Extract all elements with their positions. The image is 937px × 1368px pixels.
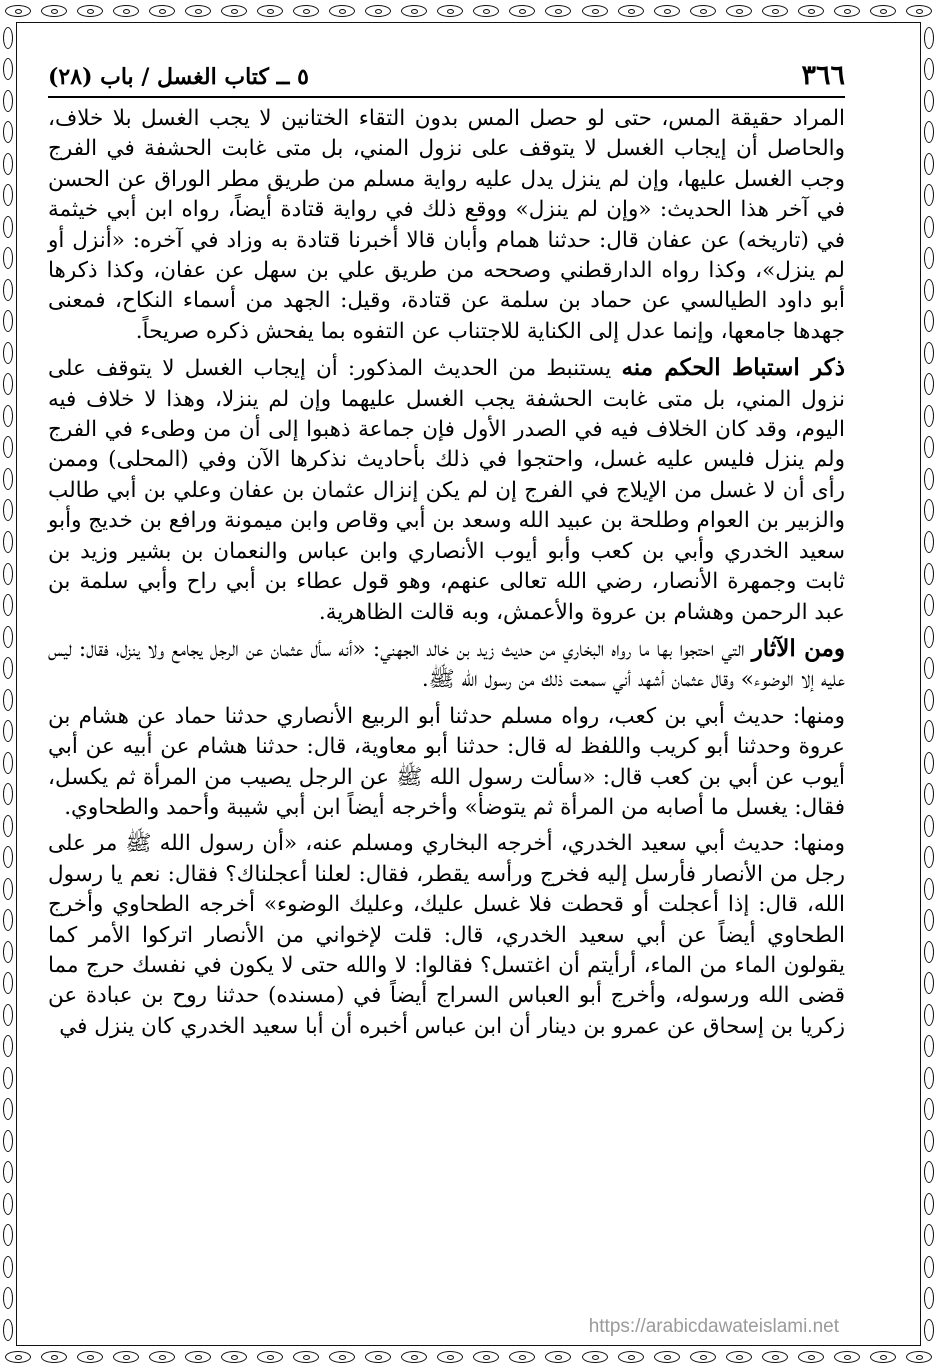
- chapter-title: ٥ ــ كتاب الغسل / باب (٢٨): [48, 64, 309, 90]
- border-ornament: [77, 1351, 103, 1363]
- paragraph: [48, 634, 845, 696]
- border-ornament: [924, 1130, 934, 1152]
- border-ornament: [690, 5, 716, 17]
- border-ornament: [924, 815, 934, 837]
- border-ornament: [3, 563, 13, 585]
- border-ornament: [257, 5, 283, 17]
- border-ornament: [924, 909, 934, 931]
- frame-line: [16, 22, 17, 1346]
- border-ornament: [924, 783, 934, 805]
- border-ornament: [437, 1351, 463, 1363]
- border-ornament: [3, 752, 13, 774]
- border-ornament: [924, 1224, 934, 1246]
- border-ornament: [924, 972, 934, 994]
- border-ornament: [3, 1161, 13, 1183]
- border-ornament: [924, 90, 934, 112]
- border-ornament: [401, 1351, 427, 1363]
- paragraph: [48, 104, 845, 347]
- border-ornament: [924, 342, 934, 364]
- border-ornament: [3, 436, 13, 458]
- top-ornamental-border: [0, 0, 937, 22]
- border-ornament: [3, 373, 13, 395]
- border-ornament: [924, 720, 934, 742]
- border-ornament: [762, 5, 788, 17]
- border-ornament: [582, 1351, 608, 1363]
- border-ornament: [924, 878, 934, 900]
- border-ornament: [870, 1351, 896, 1363]
- border-ornament: [870, 5, 896, 17]
- paragraph-text: ومنها: حديث أبي بن كعب، رواه مسلم حدثنا أبو الربيع الأنصاري حدثنا حماد عن هشام بن عروة وحدثنا أبو كريب واللفظ له قال: حدثنا أبو معاوية، قال: حدثنا هشام عن أبيه عن أبي أيوب عن أبي بن كعب قال: «سألت رسول الله ﷺ عن الرجل يصيب من المرأة ثم يكسل، فقال: يغسل ما أصابه من المرأة ثم يتوضأ» وأخرجه أيضاً ابن أبي شيبة وأحمد والطحاوي.: [48, 703, 845, 820]
- bottom-ornamental-border: [0, 1346, 937, 1368]
- border-ornament: [3, 689, 13, 711]
- border-ornament: [3, 1319, 13, 1341]
- border-ornament: [726, 5, 752, 17]
- border-ornament: [924, 247, 934, 269]
- border-ornament: [3, 657, 13, 679]
- border-ornament: [185, 5, 211, 17]
- border-ornament: [3, 1098, 13, 1120]
- border-ornament: [924, 1193, 934, 1215]
- watermark-url: https://arabicdawateislami.net: [588, 1316, 839, 1337]
- paragraph: [48, 829, 845, 1042]
- border-ornament: [3, 1004, 13, 1026]
- border-ornament: [3, 27, 13, 49]
- border-ornament: [924, 405, 934, 427]
- border-ornament: [906, 1351, 932, 1363]
- border-ornament: [3, 720, 13, 742]
- border-ornament: [924, 941, 934, 963]
- border-ornament: [149, 1351, 175, 1363]
- border-ornament: [401, 5, 427, 17]
- border-ornament: [293, 1351, 319, 1363]
- border-ornament: [509, 1351, 535, 1363]
- border-ornament: [3, 1130, 13, 1152]
- border-ornament: [924, 184, 934, 206]
- border-ornament: [5, 1351, 31, 1363]
- border-ornament: [3, 972, 13, 994]
- border-ornament: [545, 5, 571, 17]
- border-ornament: [3, 531, 13, 553]
- border-ornament: [293, 5, 319, 17]
- section-heading: ومن الآثار: [751, 634, 846, 662]
- running-header: [48, 60, 845, 98]
- border-ornament: [924, 58, 934, 80]
- border-ornament: [618, 5, 644, 17]
- border-ornament: [690, 1351, 716, 1363]
- border-ornament: [509, 5, 535, 17]
- border-ornament: [149, 5, 175, 17]
- border-ornament: [3, 594, 13, 616]
- frame-line: [920, 22, 921, 1346]
- border-ornament: [545, 1351, 571, 1363]
- border-ornament: [3, 1067, 13, 1089]
- border-ornament: [924, 373, 934, 395]
- border-ornament: [3, 216, 13, 238]
- section-heading: ذكر استباط الحكم منه: [621, 354, 845, 382]
- border-ornament: [3, 184, 13, 206]
- border-ornament: [257, 1351, 283, 1363]
- border-ornament: [185, 1351, 211, 1363]
- border-ornament: [582, 5, 608, 17]
- border-ornament: [924, 752, 934, 774]
- border-ornament: [924, 594, 934, 616]
- border-ornament: [3, 153, 13, 175]
- border-ornament: [3, 909, 13, 931]
- border-ornament: [3, 878, 13, 900]
- border-ornament: [3, 499, 13, 521]
- border-ornament: [762, 1351, 788, 1363]
- paragraph: [48, 353, 845, 628]
- page-body: [48, 104, 845, 1042]
- border-ornament: [924, 1035, 934, 1057]
- border-ornament: [924, 563, 934, 585]
- border-ornament: [924, 279, 934, 301]
- border-ornament: [726, 1351, 752, 1363]
- border-ornament: [924, 1256, 934, 1278]
- border-ornament: [3, 1256, 13, 1278]
- border-ornament: [3, 90, 13, 112]
- border-ornament: [41, 1351, 67, 1363]
- book-page: [48, 60, 845, 1336]
- paragraph: [48, 702, 845, 824]
- border-ornament: [924, 1098, 934, 1120]
- border-ornament: [924, 121, 934, 143]
- border-ornament: [924, 531, 934, 553]
- border-ornament: [924, 1067, 934, 1089]
- border-ornament: [77, 5, 103, 17]
- border-ornament: [924, 626, 934, 648]
- paragraph-text: المراد حقيقة المس، حتى لو حصل المس بدون التقاء الختانين لا يجب الغسل بلا خلاف، والحاصل أن إيجاب الغسل لا يتوقف على نزول المني، بل متى غابت الحشفة في الفرج وجب الغسل عليها، وإن لم ينزل يدل عليه رواية مسلم من طريق مطر الوراق عن الحسن في آخر هذا الحديث: «وإن لم ينزل» ووقع ذلك في رواية قتادة أيضاً، رواه ابن أبي خيثمة في (تاريخه) عن عفان قال: حدثنا همام وأبان قالا أخبرنا قتادة به وزاد في آخره: «أنزل أو لم ينزل»، وكذا رواه الدارقطني وصححه من طريق علي بن سهل عن عفان، وكذا ذكرها أبو داود الطيالسي عن حماد بن سلمة عن قتادة، وقيل: الجهد من أسماء النكاح، فمعنى جهدها جامعها، وإنما عدل إلى الكناية للاجتناب عن التفوه بما يفحش ذكره صريحاً.: [48, 106, 845, 344]
- frame-line: [16, 1345, 921, 1346]
- border-ornament: [329, 5, 355, 17]
- border-ornament: [924, 1287, 934, 1309]
- border-ornament: [924, 1004, 934, 1026]
- border-ornament: [924, 689, 934, 711]
- border-ornament: [41, 5, 67, 17]
- border-ornament: [924, 216, 934, 238]
- border-ornament: [3, 468, 13, 490]
- border-ornament: [3, 1224, 13, 1246]
- border-ornament: [221, 5, 247, 17]
- border-ornament: [365, 5, 391, 17]
- border-ornament: [365, 1351, 391, 1363]
- border-ornament: [654, 1351, 680, 1363]
- left-ornamental-border: [0, 22, 16, 1346]
- border-ornament: [924, 499, 934, 521]
- border-ornament: [3, 815, 13, 837]
- border-ornament: [924, 468, 934, 490]
- border-ornament: [924, 657, 934, 679]
- border-ornament: [3, 310, 13, 332]
- paragraph-text: ومنها: حديث أبي سعيد الخدري، أخرجه البخاري ومسلم عنه، «أن رسول الله ﷺ مر على رجل من الأنصار فأرسل إليه فخرج ورأسه يقطر، فقال: لعلنا أعجلناك؟ فقال: نعم يا رسول الله، قال: إذا أعجلت أو قحطت فلا غسل عليك، وعليك الوضوء» أخرجه الطحاوي وأخرج الطحاوي أيضاً عن أبي سعيد الخدري، قال: قلت لإخواني من الأنصار اتركوا الأمر كما يقولون الماء من الماء، أرأيتم أن اغتسل؟ فقالوا: لا والله حتى لا يكون في نفسك حرج مما قضى الله ورسوله، وأخرج أبو العباس السراج أيضاً في (مسنده) حدثنا روح بن عبادة عن زكريا بن إسحاق عن عمرو بن دينار أن ابن عباس أخبره أن أبا سعيد الخدري كان ينزل في: [48, 831, 846, 1039]
- paragraph-text: يستنبط من الحديث المذكور: أن إيجاب الغسل لا يتوقف على نزول المني، بل متى غابت الحشفة يجب الغسل عليهما وإن لم ينزلا، وهذا لا خلاف فيه اليوم، وقد كان الخلاف فيه في الصدر الأول فإن جماعة ذهبوا إلى أن من وطىء في الفرج ولم ينزل فليس عليه غسل، واحتجوا في ذلك بأحاديث نذكرها الآن وفي (المحلى) وممن رأى أن لا غسل من الإيلاج في الفرج إن لم يكن إنزال عثمان بن عفان وعلي بن أبي طالب والزبير بن العوام وطلحة بن عبيد الله وسعد بن أبي وقاص وابن ميمونة ورافع بن خديج وأبو سعيد الخدري وأبي بن كعب وأبو أيوب الأنصاري وابن عباس والنعمان بن بشير وزيد بن ثابت وجمهرة الأنصار، رضي الله تعالى عنهم، وهو قول عطاء بن أبي راح وأبي سلمة بن عبد الرحمن وهشام بن عروة والأعمش، وبه قالت الظاهرية.: [48, 356, 845, 625]
- border-ornament: [3, 941, 13, 963]
- paragraph-text: التي احتجوا بها ما رواه البخاري من حديث زيد بن خالد الجهني: «أنه سأل عثمان عن الرجل يجامع ولا ينزل، فقال: ليس عليه إلا الوضوء» وقال عثمان أشهد أني سمعت ذلك من رسول الله ﷺ.: [48, 636, 845, 693]
- border-ornament: [924, 27, 934, 49]
- border-ornament: [798, 1351, 824, 1363]
- border-ornament: [5, 5, 31, 17]
- frame-line: [16, 22, 921, 23]
- border-ornament: [618, 1351, 644, 1363]
- border-ornament: [906, 5, 932, 17]
- border-ornament: [473, 1351, 499, 1363]
- border-ornament: [924, 846, 934, 868]
- border-ornament: [113, 5, 139, 17]
- border-ornament: [3, 783, 13, 805]
- border-ornament: [924, 436, 934, 458]
- border-ornament: [3, 1287, 13, 1309]
- border-ornament: [3, 58, 13, 80]
- border-ornament: [3, 247, 13, 269]
- border-ornament: [3, 626, 13, 648]
- border-ornament: [924, 1319, 934, 1341]
- border-ornament: [113, 1351, 139, 1363]
- border-ornament: [473, 5, 499, 17]
- border-ornament: [437, 5, 463, 17]
- border-ornament: [3, 405, 13, 427]
- border-ornament: [329, 1351, 355, 1363]
- border-ornament: [3, 846, 13, 868]
- border-ornament: [834, 5, 860, 17]
- border-ornament: [924, 1161, 934, 1183]
- border-ornament: [834, 1351, 860, 1363]
- border-ornament: [798, 5, 824, 17]
- border-ornament: [924, 310, 934, 332]
- border-ornament: [3, 342, 13, 364]
- border-ornament: [924, 153, 934, 175]
- border-ornament: [3, 1193, 13, 1215]
- border-ornament: [3, 1035, 13, 1057]
- border-ornament: [3, 121, 13, 143]
- border-ornament: [221, 1351, 247, 1363]
- right-ornamental-border: [921, 22, 937, 1346]
- border-ornament: [3, 279, 13, 301]
- border-ornament: [654, 5, 680, 17]
- page-number: ٣٦٦: [801, 60, 845, 91]
